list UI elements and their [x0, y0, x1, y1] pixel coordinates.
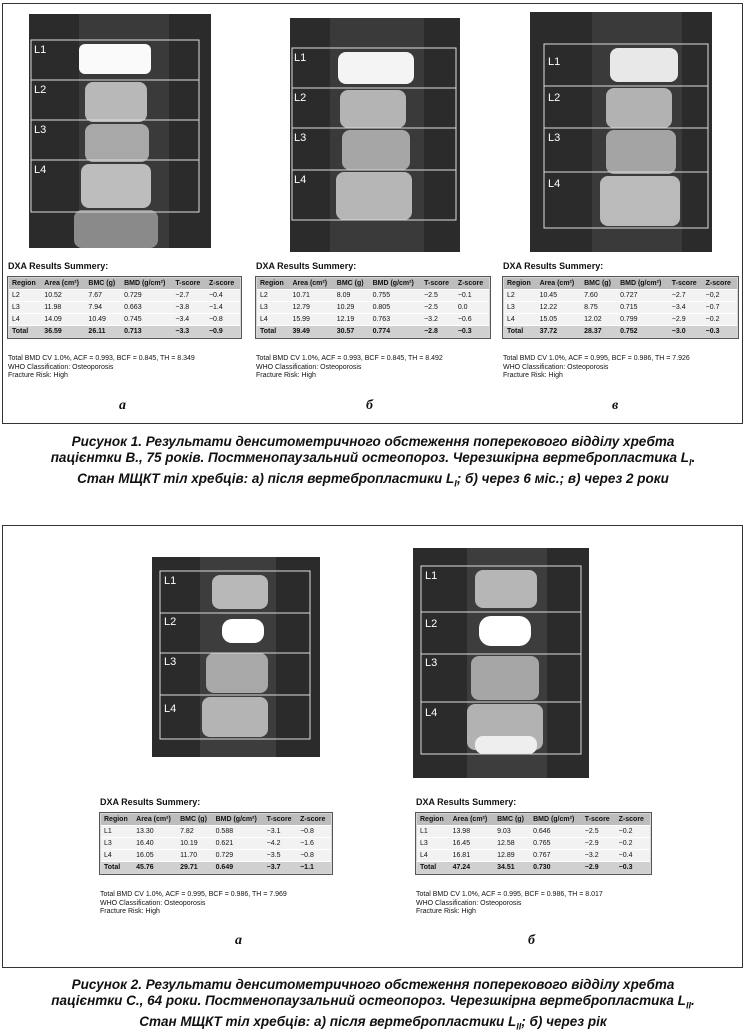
col-zscore: Z-score	[206, 278, 240, 290]
table-row	[257, 302, 489, 314]
cell: L4	[417, 850, 450, 862]
caption-text: Стан МЩКТ тіл хребців: а) після вертебропластики L	[139, 1013, 517, 1029]
scan-notes	[100, 891, 287, 917]
region-label-L3: L3	[34, 124, 47, 136]
cell: 0.805	[370, 302, 422, 314]
cell: Total	[257, 326, 289, 338]
cell: −3.3	[172, 326, 206, 338]
cell: 0.649	[213, 862, 264, 874]
col-area: Area (cm²)	[289, 278, 333, 290]
caption-text: Стан МЩКТ тіл хребців: а) після вертебропластики L	[77, 470, 455, 486]
region-label-L1: L1	[164, 575, 177, 587]
cell: −4.2	[264, 838, 297, 850]
cell: −0.8	[297, 826, 331, 838]
cell: 12.02	[581, 314, 617, 326]
scan-notes	[503, 355, 690, 381]
cell: −2.5	[421, 302, 455, 314]
cell: 12.89	[494, 850, 530, 862]
caption-subscript: I	[454, 478, 457, 489]
cell: L1	[417, 826, 450, 838]
cell: L3	[504, 302, 537, 314]
cell: 0.663	[121, 302, 172, 314]
cell: 7.94	[85, 302, 121, 314]
cell: 0.588	[213, 826, 264, 838]
figure-1-caption	[0, 434, 746, 491]
cell: L2	[504, 290, 537, 302]
cell: 10.52	[41, 290, 85, 302]
cell: 7.82	[177, 826, 213, 838]
caption-subscript: II	[516, 1021, 522, 1032]
scan-notes	[416, 891, 603, 917]
col-bmd: BMD (g/cm²)	[213, 814, 264, 826]
cell: −1.6	[297, 838, 331, 850]
note-risk: Fracture Risk: High	[416, 908, 476, 915]
cell: −3.0	[669, 326, 703, 338]
cell: −3.7	[264, 862, 297, 874]
cell: −0.3	[455, 326, 489, 338]
cell: −2.7	[172, 290, 206, 302]
table-row	[504, 302, 737, 314]
table-row	[504, 314, 737, 326]
col-bmd: BMD (g/cm²)	[617, 278, 669, 290]
cell: 26.11	[85, 326, 121, 338]
table-row	[9, 314, 240, 326]
cell: 0.646	[530, 826, 582, 838]
note-bmd: Total BMD CV 1.0%, ACF = 0.995, BCF = 0.986, TH = 7.969	[100, 891, 287, 898]
cell: 16.45	[450, 838, 495, 850]
figure-2-caption	[0, 977, 746, 1033]
col-region: Region	[504, 278, 537, 290]
cell: 10.49	[85, 314, 121, 326]
cell: 13.30	[133, 826, 177, 838]
cell: −2.5	[582, 826, 616, 838]
cell: −0.3	[703, 326, 737, 338]
table-row-total	[504, 326, 737, 338]
cell: 11.70	[177, 850, 213, 862]
cell: Total	[417, 862, 450, 874]
cell: 0.0	[455, 302, 489, 314]
cell: 0.799	[617, 314, 669, 326]
cell: −3.5	[264, 850, 297, 862]
cell: −3.2	[582, 850, 616, 862]
region-label-L3: L3	[164, 656, 177, 668]
panel-letter: б	[528, 933, 535, 948]
caption-line	[0, 1014, 746, 1033]
region-label-L4: L4	[425, 707, 438, 719]
col-area: Area (cm²)	[133, 814, 177, 826]
cell: 37.72	[537, 326, 582, 338]
col-tscore: T-score	[582, 814, 616, 826]
caption-text: пацієнтки В., 75 років. Постменопаузальний остеопороз. Черезшкірна вертебропластика L	[50, 450, 690, 465]
cell: L4	[101, 850, 133, 862]
note-bmd: Total BMD CV 1.0%, ACF = 0.993, BCF = 0.845, TH = 8.349	[8, 355, 195, 362]
caption-text: ; б) через 6 міс.; в) через 2 роки	[456, 470, 669, 486]
col-bmd: BMD (g/cm²)	[530, 814, 582, 826]
table-row	[9, 302, 240, 314]
col-bmd: BMD (g/cm²)	[121, 278, 172, 290]
cell: L3	[101, 838, 133, 850]
region-label-L1: L1	[34, 44, 47, 56]
cell: −1.4	[206, 302, 240, 314]
region-label-L1: L1	[294, 52, 307, 64]
region-label-L2: L2	[548, 92, 561, 104]
cell: −2.9	[669, 314, 703, 326]
cell: −0.4	[616, 850, 650, 862]
cell: −0.2	[616, 838, 650, 850]
col-bmd: BMD (g/cm²)	[370, 278, 422, 290]
col-bmc: BMC (g)	[494, 814, 530, 826]
cell: 11.98	[41, 302, 85, 314]
cell: 28.37	[581, 326, 617, 338]
cell: 9.03	[494, 826, 530, 838]
panel-letter: в	[612, 398, 619, 413]
cell: −3.2	[421, 314, 455, 326]
cell: 16.05	[133, 850, 177, 862]
cell: −3.1	[264, 826, 297, 838]
summary-title: DXA Results Summery:	[416, 797, 517, 807]
cell: −0.8	[206, 314, 240, 326]
dxa-scan-image	[413, 548, 589, 778]
panel-letter: а	[235, 933, 242, 948]
note-who: WHO Classification: Osteoporosis	[256, 363, 362, 371]
cell: L2	[257, 290, 289, 302]
caption-line	[0, 993, 746, 1014]
cell: 34.51	[494, 862, 530, 874]
cell: −2.9	[582, 862, 616, 874]
cell: −2.9	[582, 838, 616, 850]
col-region: Region	[257, 278, 289, 290]
cell: 45.76	[133, 862, 177, 874]
cell: 0.774	[370, 326, 422, 338]
scan-notes	[256, 355, 443, 381]
caption-subscript: II	[685, 1000, 691, 1011]
cell: 10.19	[177, 838, 213, 850]
caption-dot: .	[690, 993, 695, 1008]
cell: 7.67	[85, 290, 121, 302]
cell: 0.729	[213, 850, 264, 862]
cell: 0.745	[121, 314, 172, 326]
cell: L4	[9, 314, 41, 326]
scan-notes	[8, 355, 195, 381]
cell: −0.3	[616, 862, 650, 874]
note-risk: Fracture Risk: High	[100, 908, 160, 915]
col-bmc: BMC (g)	[334, 278, 370, 290]
caption-line: Рисунок 1. Результати денситометричного обстеження поперекового відділу хребта	[71, 434, 675, 449]
cell: 0.767	[530, 850, 582, 862]
note-who: WHO Classification: Osteoporosis	[8, 363, 114, 371]
dxa-scan-image	[29, 14, 211, 248]
table-row	[417, 838, 650, 850]
region-label-L4: L4	[164, 703, 177, 715]
cell: L4	[257, 314, 289, 326]
table-row	[9, 290, 240, 302]
cell: 0.729	[121, 290, 172, 302]
table-row	[257, 290, 489, 302]
region-label-L3: L3	[548, 132, 561, 144]
cell: 12.58	[494, 838, 530, 850]
col-bmc: BMC (g)	[581, 278, 617, 290]
cell: 0.715	[617, 302, 669, 314]
note-who: WHO Classification: Osteoporosis	[100, 899, 206, 907]
cell: 0.752	[617, 326, 669, 338]
region-label-L1: L1	[548, 56, 561, 68]
summary-title: DXA Results Summery:	[8, 261, 109, 271]
note-risk: Fracture Risk: High	[256, 372, 316, 379]
caption-line: Рисунок 2. Результати денситометричного обстеження поперекового відділу хребта	[71, 977, 675, 992]
cell: −1.1	[297, 862, 331, 874]
region-label-L4: L4	[34, 164, 47, 176]
col-region: Region	[417, 814, 450, 826]
table-row	[257, 314, 489, 326]
cell: 10.45	[537, 290, 582, 302]
col-area: Area (cm²)	[41, 278, 85, 290]
col-zscore: Z-score	[297, 814, 331, 826]
cell: 12.19	[334, 314, 370, 326]
dxa-results-table	[502, 276, 739, 339]
cell: 8.09	[334, 290, 370, 302]
cell: 30.57	[334, 326, 370, 338]
cell: −0.2	[703, 314, 737, 326]
col-bmc: BMC (g)	[177, 814, 213, 826]
table-row	[417, 826, 650, 838]
note-who: WHO Classification: Osteoporosis	[503, 363, 609, 371]
cell: 39.49	[289, 326, 333, 338]
cell: 0.727	[617, 290, 669, 302]
note-bmd: Total BMD CV 1.0%, ACF = 0.993, BCF = 0.845, TH = 8.492	[256, 355, 443, 362]
cell: −0.2	[616, 826, 650, 838]
col-tscore: T-score	[172, 278, 206, 290]
cell: −3.4	[172, 314, 206, 326]
cell: 8.75	[581, 302, 617, 314]
note-who: WHO Classification: Osteoporosis	[416, 899, 522, 907]
cell: L1	[101, 826, 133, 838]
cell: 12.22	[537, 302, 582, 314]
note-bmd: Total BMD CV 1.0%, ACF = 0.995, BCF = 0.986, TH = 7.926	[503, 355, 690, 362]
cell: −0.9	[206, 326, 240, 338]
cell: 13.98	[450, 826, 495, 838]
cell: 29.71	[177, 862, 213, 874]
dxa-scan-image	[290, 18, 460, 252]
region-label-L4: L4	[548, 178, 561, 190]
cell: −0.1	[455, 290, 489, 302]
cell: 0.765	[530, 838, 582, 850]
col-region: Region	[101, 814, 133, 826]
table-row	[417, 850, 650, 862]
col-bmc: BMC (g)	[85, 278, 121, 290]
cell: 16.40	[133, 838, 177, 850]
panel-letter: б	[366, 398, 373, 413]
cell: 15.99	[289, 314, 333, 326]
region-label-L3: L3	[294, 132, 307, 144]
caption-text: ; б) через рік	[521, 1013, 607, 1029]
panel-letter: а	[119, 398, 126, 413]
dxa-scan-image	[530, 12, 712, 252]
cell: 0.621	[213, 838, 264, 850]
note-risk: Fracture Risk: High	[503, 372, 563, 379]
summary-title: DXA Results Summery:	[100, 797, 201, 807]
cell: 0.763	[370, 314, 422, 326]
cell: −3.4	[669, 302, 703, 314]
col-area: Area (cm²)	[450, 814, 495, 826]
cell: 36.59	[41, 326, 85, 338]
cell: −0.8	[297, 850, 331, 862]
col-zscore: Z-score	[703, 278, 737, 290]
caption-line	[0, 450, 746, 471]
cell: −0,2	[703, 290, 737, 302]
caption-subscript: I	[689, 457, 692, 468]
cell: 0.730	[530, 862, 582, 874]
cell: Total	[101, 862, 133, 874]
table-row	[101, 826, 331, 838]
col-zscore: Z-score	[616, 814, 650, 826]
cell: −2.7	[669, 290, 703, 302]
note-risk: Fracture Risk: High	[8, 372, 68, 379]
region-label-L2: L2	[34, 84, 47, 96]
table-row	[504, 290, 737, 302]
cell: L3	[417, 838, 450, 850]
region-label-L2: L2	[425, 618, 438, 630]
dxa-scan-image	[152, 557, 320, 757]
caption-line	[0, 471, 746, 492]
table-row-total	[9, 326, 240, 338]
cell: 47.24	[450, 862, 495, 874]
table-row	[101, 850, 331, 862]
cell: L4	[504, 314, 537, 326]
caption-text: пацієнтки С., 64 роки. Постменопаузальний остеопороз. Черезшкірна вертебропластика L	[51, 993, 686, 1008]
col-region: Region	[9, 278, 41, 290]
summary-title: DXA Results Summery:	[503, 261, 604, 271]
dxa-results-table	[415, 812, 652, 875]
table-row-total	[101, 862, 331, 874]
dxa-results-table	[7, 276, 242, 339]
dxa-results-table	[255, 276, 491, 339]
table-row-total	[257, 326, 489, 338]
cell: L2	[9, 290, 41, 302]
cell: 0.755	[370, 290, 422, 302]
cell: −2.5	[421, 290, 455, 302]
table-row	[101, 838, 331, 850]
summary-title: DXA Results Summery:	[256, 261, 357, 271]
cell: −0.4	[206, 290, 240, 302]
region-label-L4: L4	[294, 174, 307, 186]
region-label-L2: L2	[294, 92, 307, 104]
cell: −2.8	[421, 326, 455, 338]
col-zscore: Z-score	[455, 278, 489, 290]
col-area: Area (cm²)	[537, 278, 582, 290]
note-bmd: Total BMD CV 1.0%, ACF = 0.995, BCF = 0.986, TH = 8.017	[416, 891, 603, 898]
region-label-L1: L1	[425, 570, 438, 582]
cell: 14.09	[41, 314, 85, 326]
cell: Total	[504, 326, 537, 338]
cell: 10.29	[334, 302, 370, 314]
cell: −0.7	[703, 302, 737, 314]
cell: 15.05	[537, 314, 582, 326]
cell: 10.71	[289, 290, 333, 302]
cell: −0.6	[455, 314, 489, 326]
cell: 12.79	[289, 302, 333, 314]
table-row-total	[417, 862, 650, 874]
col-tscore: T-score	[264, 814, 297, 826]
cell: L3	[9, 302, 41, 314]
dxa-results-table	[99, 812, 333, 875]
region-label-L3: L3	[425, 657, 438, 669]
cell: L3	[257, 302, 289, 314]
cell: 0.713	[121, 326, 172, 338]
caption-dot: .	[691, 450, 696, 465]
cell: −3.8	[172, 302, 206, 314]
region-label-L2: L2	[164, 616, 177, 628]
cell: 16.81	[450, 850, 495, 862]
col-tscore: T-score	[421, 278, 455, 290]
col-tscore: T-score	[669, 278, 703, 290]
cell: Total	[9, 326, 41, 338]
cell: 7.60	[581, 290, 617, 302]
